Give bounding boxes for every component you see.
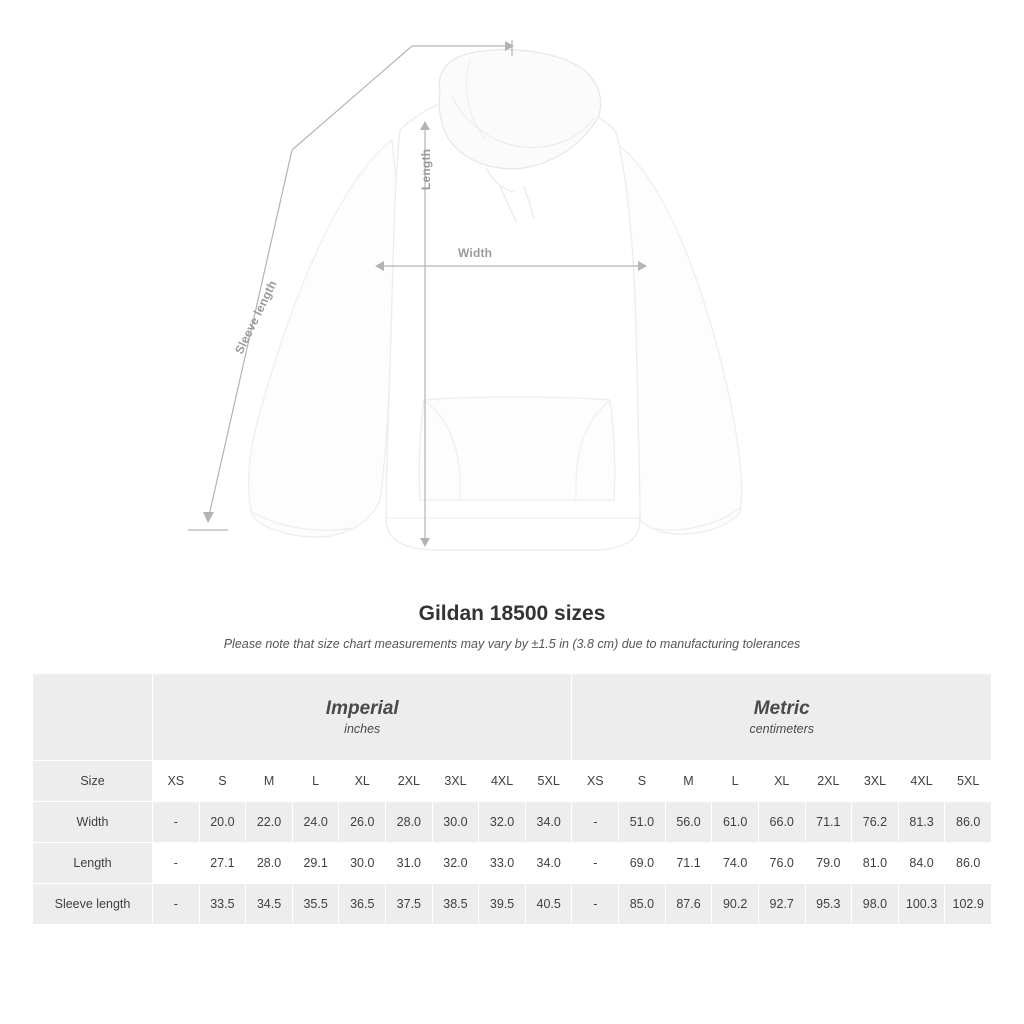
title-block (0, 602, 1024, 651)
cell-imperial-width-5xl: 34.0 (525, 802, 572, 843)
cell-metric-length-4xl: 84.0 (898, 843, 945, 884)
cell-metric-width-xs: - (572, 802, 619, 843)
size-header-imperial-xs: XS (153, 761, 200, 802)
tolerance-note: Please note that size chart measurements may vary by ±1.5 in (3.8 cm) due to manufacturing tolerances (223, 637, 801, 651)
system-header-metric (572, 674, 992, 761)
size-header-metric-4xl: 4XL (898, 761, 945, 802)
cell-imperial-sleeve-length-l: 35.5 (292, 884, 339, 925)
size-chart-table (32, 673, 992, 925)
cell-imperial-sleeve-length-m: 34.5 (246, 884, 293, 925)
cell-imperial-length-5xl: 34.0 (525, 843, 572, 884)
cell-metric-sleeve-length-l: 90.2 (712, 884, 759, 925)
size-table-wrap (32, 673, 992, 925)
cell-metric-length-m: 71.1 (665, 843, 712, 884)
system-header-imperial (153, 674, 572, 761)
size-header-imperial-s: S (199, 761, 246, 802)
length-dimension-label: Length (419, 148, 433, 190)
cell-metric-sleeve-length-xs: - (572, 884, 619, 925)
cell-metric-sleeve-length-s: 85.0 (619, 884, 666, 925)
cell-imperial-width-xs: - (153, 802, 200, 843)
size-header-imperial-5xl: 5XL (525, 761, 572, 802)
cell-metric-width-3xl: 76.2 (852, 802, 899, 843)
row-header-sleeve-length: Sleeve length (33, 884, 153, 925)
cell-metric-width-m: 56.0 (665, 802, 712, 843)
cell-metric-length-xs: - (572, 843, 619, 884)
cell-imperial-length-2xl: 31.0 (386, 843, 433, 884)
table-size-header-row (33, 761, 992, 802)
size-header-metric-xl: XL (758, 761, 805, 802)
size-header-metric-m: M (665, 761, 712, 802)
table-system-header-row (33, 674, 992, 761)
system-unit: inches (344, 722, 381, 737)
size-header-metric-s: S (619, 761, 666, 802)
size-header-metric-2xl: 2XL (805, 761, 852, 802)
sleeve-length-dimension-label: Sleeve length (232, 278, 280, 357)
cell-metric-sleeve-length-5xl: 102.9 (945, 884, 992, 925)
cell-metric-length-3xl: 81.0 (852, 843, 899, 884)
cell-imperial-sleeve-length-3xl: 38.5 (432, 884, 479, 925)
cell-imperial-width-2xl: 28.0 (386, 802, 433, 843)
system-name: Metric (753, 697, 810, 719)
size-header-imperial-2xl: 2XL (386, 761, 433, 802)
size-header-imperial-3xl: 3XL (432, 761, 479, 802)
cell-imperial-sleeve-length-4xl: 39.5 (479, 884, 526, 925)
cell-imperial-width-xl: 26.0 (339, 802, 386, 843)
cell-imperial-width-s: 20.0 (199, 802, 246, 843)
cell-metric-length-2xl: 79.0 (805, 843, 852, 884)
cell-metric-sleeve-length-3xl: 98.0 (852, 884, 899, 925)
system-unit: centimeters (749, 722, 815, 737)
cell-metric-sleeve-length-2xl: 95.3 (805, 884, 852, 925)
cell-imperial-width-l: 24.0 (292, 802, 339, 843)
cell-imperial-sleeve-length-5xl: 40.5 (525, 884, 572, 925)
table-corner-cell (33, 674, 153, 761)
size-header-imperial-l: L (292, 761, 339, 802)
size-header-imperial-m: M (246, 761, 293, 802)
size-label-cell: Size (33, 761, 153, 802)
cell-imperial-length-m: 28.0 (246, 843, 293, 884)
cell-imperial-sleeve-length-xs: - (153, 884, 200, 925)
cell-imperial-width-3xl: 30.0 (432, 802, 479, 843)
size-header-metric-xs: XS (572, 761, 619, 802)
size-header-imperial-4xl: 4XL (479, 761, 526, 802)
cell-metric-width-l: 61.0 (712, 802, 759, 843)
cell-metric-width-s: 51.0 (619, 802, 666, 843)
cell-metric-sleeve-length-xl: 92.7 (758, 884, 805, 925)
size-header-metric-5xl: 5XL (945, 761, 992, 802)
size-header-imperial-xl: XL (339, 761, 386, 802)
cell-imperial-sleeve-length-s: 33.5 (199, 884, 246, 925)
cell-metric-sleeve-length-m: 87.6 (665, 884, 712, 925)
table-row (33, 802, 992, 843)
cell-metric-width-2xl: 71.1 (805, 802, 852, 843)
cell-metric-length-5xl: 86.0 (945, 843, 992, 884)
cell-imperial-sleeve-length-xl: 36.5 (339, 884, 386, 925)
cell-metric-length-s: 69.0 (619, 843, 666, 884)
table-row (33, 884, 992, 925)
cell-imperial-length-s: 27.1 (199, 843, 246, 884)
cell-metric-sleeve-length-4xl: 100.3 (898, 884, 945, 925)
row-header-width: Width (33, 802, 153, 843)
table-row (33, 843, 992, 884)
cell-metric-length-l: 74.0 (712, 843, 759, 884)
row-header-length: Length (33, 843, 153, 884)
cell-imperial-length-3xl: 32.0 (432, 843, 479, 884)
cell-metric-width-5xl: 86.0 (945, 802, 992, 843)
width-dimension-label: Width (458, 246, 493, 260)
cell-imperial-length-4xl: 33.0 (479, 843, 526, 884)
hoodie-shape (249, 50, 742, 550)
cell-metric-length-xl: 76.0 (758, 843, 805, 884)
cell-imperial-length-l: 29.1 (292, 843, 339, 884)
page-title: Gildan 18500 sizes (418, 602, 606, 625)
cell-imperial-width-4xl: 32.0 (479, 802, 526, 843)
size-header-metric-l: L (712, 761, 759, 802)
cell-metric-width-xl: 66.0 (758, 802, 805, 843)
cell-imperial-length-xl: 30.0 (339, 843, 386, 884)
system-name: Imperial (325, 697, 399, 719)
cell-imperial-length-xs: - (153, 843, 200, 884)
cell-imperial-sleeve-length-2xl: 37.5 (386, 884, 433, 925)
size-header-metric-3xl: 3XL (852, 761, 899, 802)
cell-imperial-width-m: 22.0 (246, 802, 293, 843)
cell-metric-width-4xl: 81.3 (898, 802, 945, 843)
